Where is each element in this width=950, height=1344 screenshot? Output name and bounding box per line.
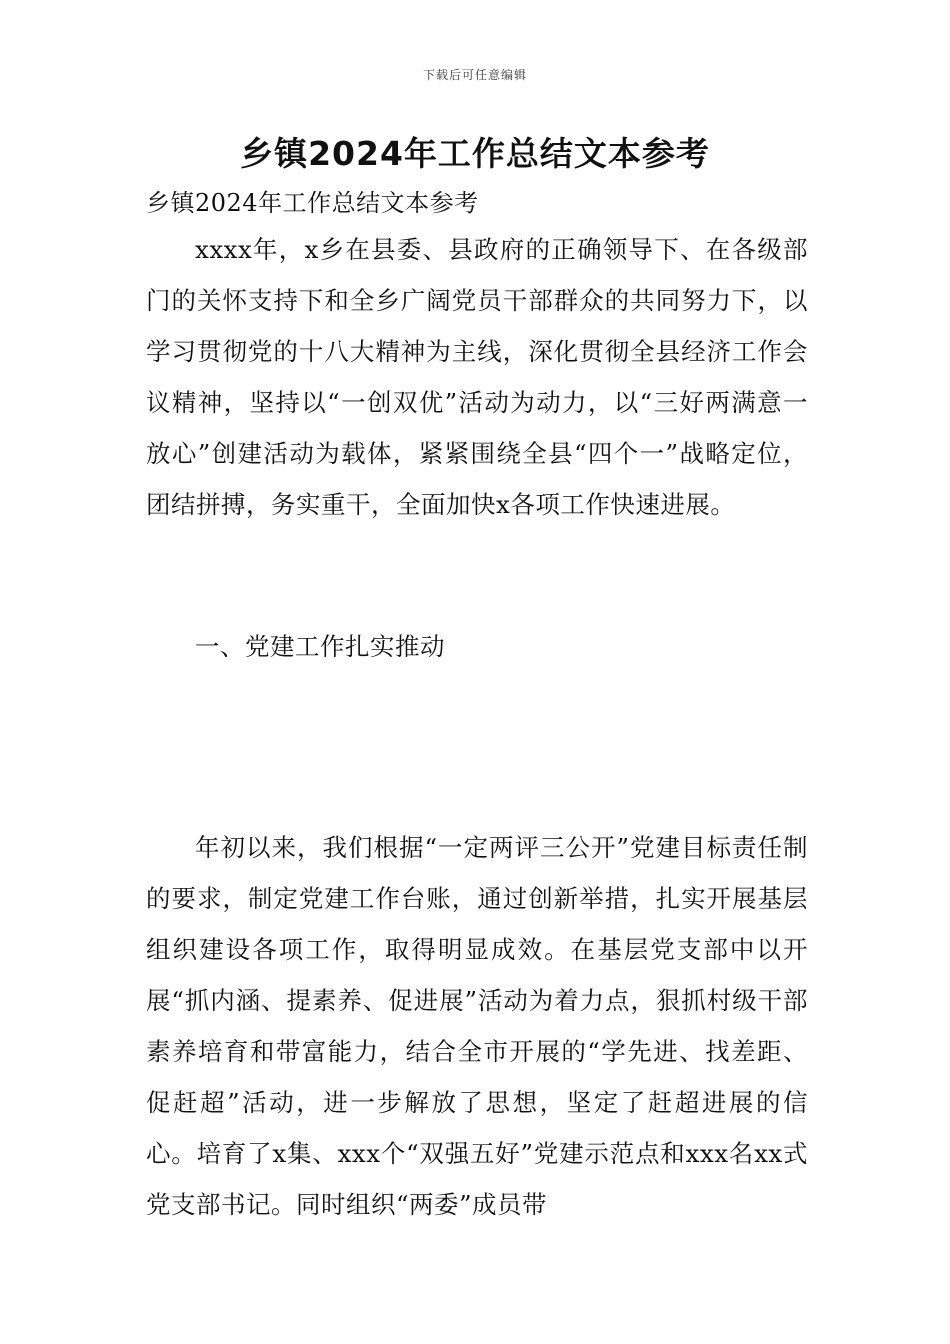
header-note: 下载后可任意编辑 (422, 68, 527, 82)
body-paragraph-intro: xxxx年，x乡在县委、县政府的正确领导下、在各级部门的关怀支持下和全乡广阔党员干部群众的共同努力下，以学习贯彻党的十八大精神为主线，深化贯彻全县经济工作会议精神，坚持以“一创双优”活动为动力，以“三好两满意一放心”创建活动为载体，紧紧围绕全县“四个一”战略定位，团结拼搏，务实重干，全面加快x各项工作快速进展。 (146, 235, 808, 519)
section-heading-party-building: 一、党建工作扎实推动 (195, 632, 445, 661)
document-title: 乡镇2024年工作总结文本参考 (240, 134, 710, 173)
document-subtitle: 乡镇2024年工作总结文本参考 (146, 189, 479, 217)
body-paragraph-party-building: 年初以来，我们根据“一定两评三公开”党建目标责任制的要求，制定党建工作台账，通过创新举措，扎实开展基层组织建设各项工作，取得明显成效。在基层党支部中以开展“抓内涵、提素养、促进展”活动为着力点，狠抓村级干部素养培育和带富能力，结合全市开展的“学先进、找差距、促赶超”活动，进一步解放了思想，坚定了赶超进展的信心。培育了x集、xxx个“双强五好”党建示范点和xxx名xx式党支部书记。同时组织“两委”成员带 (146, 833, 808, 1219)
